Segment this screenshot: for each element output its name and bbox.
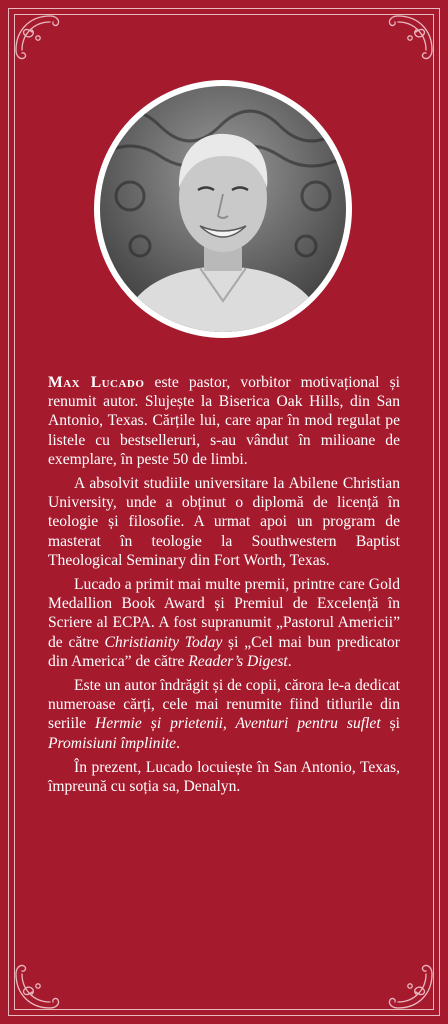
bio-text: Este un autor îndrăgit și de copii, cărora le-a dedicat numeroase cărți, cele mai renumite fiind titlurile din seriile — [48, 677, 400, 733]
bio-paragraph — [48, 758, 400, 796]
bio-text: . — [287, 652, 292, 670]
bio-text: Lucado a primit mai multe premii, printre care Gold Medallion Book Award și Premiul de Excelență în Scriere al ECPA. A fost supranumit „Pastorul Americii” de către — [48, 576, 400, 651]
bio-paragraph — [48, 373, 400, 469]
author-portrait — [94, 80, 352, 338]
corner-ornament-icon — [376, 952, 438, 1014]
publication-title: Reader’s Digest — [188, 652, 288, 670]
corner-ornament-icon — [376, 10, 438, 72]
bio-text: În prezent, Lucado locuiește în San Antonio, Texas, împreună cu soția sa, Denalyn. — [48, 758, 400, 796]
bio-text: și „Cel mai bun predicator din America” de către — [48, 633, 400, 670]
corner-ornament-icon — [10, 952, 72, 1014]
author-name: Max Lucado — [48, 374, 145, 391]
bio-text: și — [380, 715, 400, 733]
bio-paragraph — [48, 676, 400, 753]
bio-paragraph — [48, 575, 400, 671]
author-biography — [48, 373, 400, 801]
bio-text: A absolvit studiile universitare la Abilene Christian University, unde a obținut o diplomă de licență în teologie și filosofie. A urmat apoi un program de masterat în teologie la Southwestern Baptist Theological Seminary din Fort Worth, Texas. — [48, 475, 400, 569]
publication-title: Christianity Today — [104, 633, 223, 651]
series-title: Promisiuni împlinite — [48, 734, 177, 752]
author-photo — [100, 86, 346, 332]
series-title: Hermie și prietenii, Aventuri pentru suflet — [95, 715, 381, 733]
bio-paragraph — [48, 474, 400, 570]
bio-text: este pastor, vorbitor motivațional și renumit autor. Slujește la Biserica Oak Hills, din San Antonio, Texas. Cărțile lui, care apar în mod regulat pe listele cu bestselleruri, s-au vândut în milioane de exemplare, în peste 50 de limbi. — [48, 374, 400, 468]
corner-ornament-icon — [10, 10, 72, 72]
bio-text: . — [176, 734, 180, 752]
